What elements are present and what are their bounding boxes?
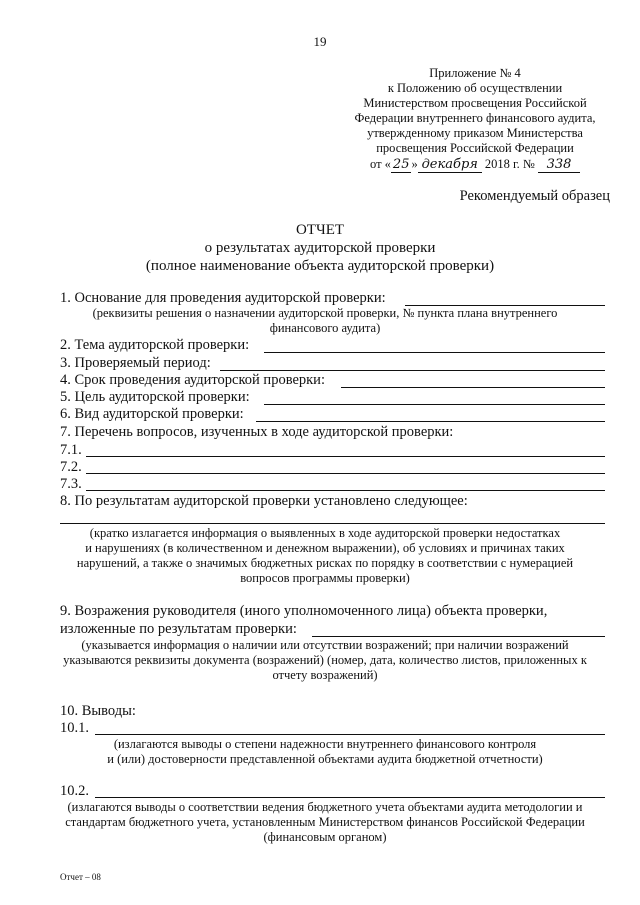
item-10-2-fill-line	[95, 797, 605, 798]
appendix-line: Министерством просвещения Российской	[363, 96, 587, 110]
date-prefix: от «	[369, 157, 391, 171]
item-10-label: 10. Выводы:	[60, 703, 136, 719]
item-9-label-line1: 9. Возражения руководителя (иного уполномоченного лица) объекта проверки,	[60, 603, 548, 619]
note-line: (излагаются выводы о степени надежности внутреннего финансового контроля	[113, 737, 537, 751]
note-line: указываются реквизиты документа (возражений) (номер, дата, количество листов, приложенных к	[63, 653, 587, 667]
date-number: 338	[538, 158, 580, 173]
item-1-note	[40, 306, 610, 336]
note-line: стандартам бюджетного учета, установленным Министерством финансов Российской Федерации	[65, 815, 585, 829]
item-7-1-label: 7.1.	[60, 442, 82, 458]
appendix-line: утвержденному приказом Министерства	[367, 126, 583, 140]
note-line: (указывается информация о наличии или отсутствии возражений; при наличии возражений	[81, 638, 569, 652]
item-2-fill-line	[264, 352, 605, 353]
note-line: нарушений, а также о значимых бюджетных рисках по порядку в соответствии с нумерацией	[76, 556, 574, 570]
note-line: (финансовым органом)	[263, 830, 387, 844]
item-9-fill-line	[312, 636, 605, 637]
date-day: 25	[392, 157, 410, 172]
item-7-2-label: 7.2.	[60, 459, 82, 475]
item-1-label: 1. Основание для проведения аудиторской проверки:	[60, 290, 386, 306]
date-quote: »	[411, 157, 418, 171]
appendix-line: Федерации внутреннего финансового аудита,	[354, 111, 596, 125]
item-7-3-fill-line	[86, 490, 605, 491]
item-6-fill-line	[256, 421, 605, 422]
item-10-1-fill-line	[95, 734, 605, 735]
date-year: 2018 г. №	[484, 157, 535, 171]
item-9-label-line2: изложенные по результатам проверки:	[60, 621, 297, 637]
item-10-2-label: 10.2.	[60, 783, 89, 799]
item-5-label: 5. Цель аудиторской проверки:	[60, 389, 250, 405]
note-line: финансового аудита)	[269, 321, 381, 335]
item-8-fill-line	[60, 523, 605, 524]
note-line: (реквизиты решения о назначении аудиторской проверки, № пункта плана внутреннего	[92, 306, 558, 320]
report-object: (полное наименование объекта аудиторской проверки)	[145, 258, 495, 274]
item-10-2-note	[40, 800, 610, 845]
item-10-1-label: 10.1.	[60, 720, 89, 736]
item-6-label: 6. Вид аудиторской проверки:	[60, 406, 244, 422]
appendix-date-line	[335, 157, 615, 173]
note-line: и нарушениях (в количественном и денежном выражении), об условиях и причинах таких	[85, 541, 565, 555]
date-month: декабря	[418, 158, 482, 173]
item-7-3-label: 7.3.	[60, 476, 82, 492]
note-line: (излагаются выводы о соответствии ведения бюджетного учета объектами аудита методологии и	[67, 800, 583, 814]
item-8-label: 8. По результатам аудиторской проверки установлено следующее:	[60, 493, 468, 509]
item-10-1-note	[40, 737, 610, 767]
recommended-label: Рекомендуемый образец	[459, 188, 610, 204]
item-4-fill-line	[341, 387, 605, 388]
item-4-label: 4. Срок проведения аудиторской проверки:	[60, 372, 325, 388]
note-line: и (или) достоверности представленной объектами аудита бюджетной отчетности)	[107, 752, 543, 766]
appendix-line: Приложение № 4	[429, 66, 521, 80]
item-5-fill-line	[264, 404, 605, 405]
note-line: отчету возражений)	[272, 668, 378, 682]
appendix-line: просвещения Российской Федерации	[376, 141, 574, 155]
item-3-label: 3. Проверяемый период:	[60, 355, 211, 371]
footer-code: Отчет – 08	[60, 872, 101, 882]
item-8-note	[40, 526, 610, 586]
note-line: вопросов программы проверки)	[240, 571, 410, 585]
appendix-block	[335, 66, 615, 173]
item-2-label: 2. Тема аудиторской проверки:	[60, 337, 250, 353]
item-7-2-fill-line	[86, 473, 605, 474]
page-number: 19	[313, 34, 327, 49]
item-7-1-fill-line	[86, 456, 605, 457]
appendix-line: к Положению об осуществлении	[387, 81, 563, 95]
report-subtitle: о результатах аудиторской проверки	[204, 240, 436, 256]
note-line: (кратко излагается информация о выявленных в ходе аудиторской проверки недостатках	[89, 526, 561, 540]
item-3-fill-line	[220, 370, 605, 371]
item-7-label: 7. Перечень вопросов, изученных в ходе аудиторской проверки:	[60, 424, 454, 440]
report-title: ОТЧЕТ	[295, 222, 345, 238]
item-9-note	[40, 638, 610, 683]
